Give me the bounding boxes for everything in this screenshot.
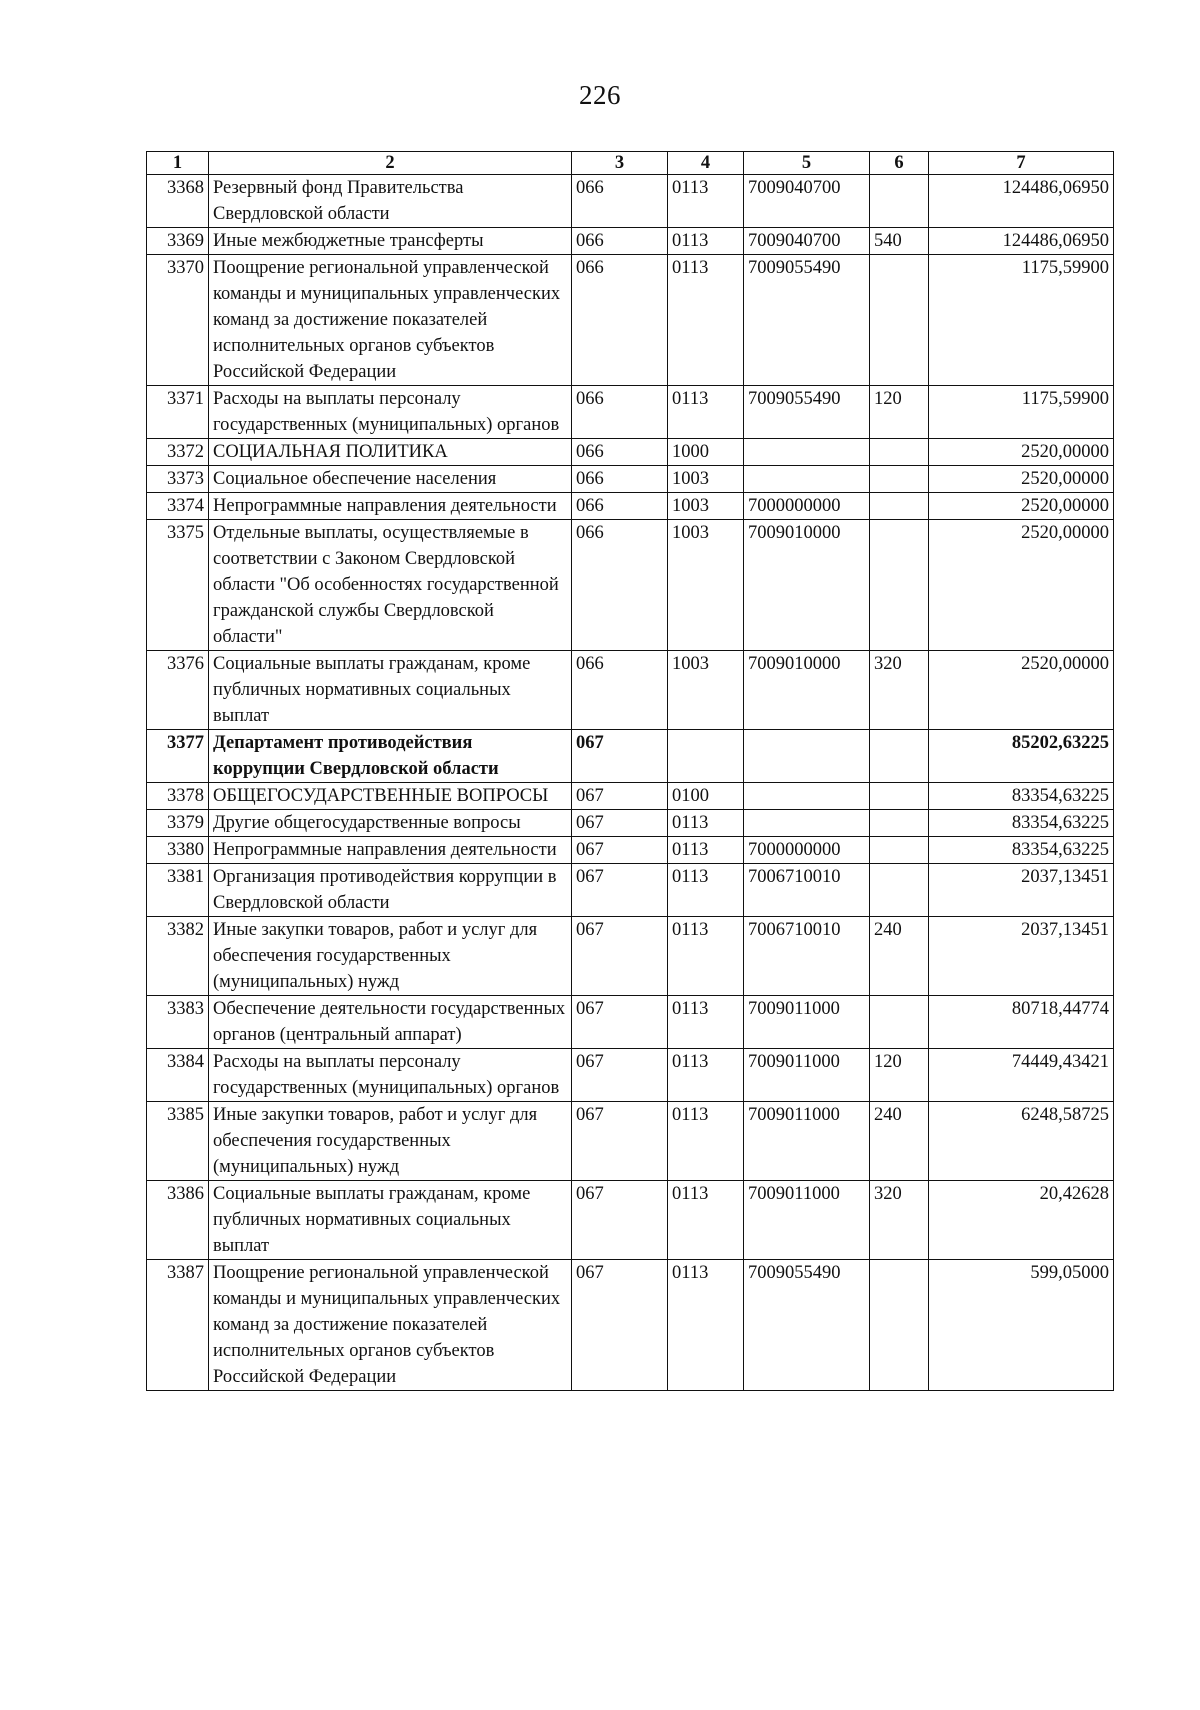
- amount: 85202,63225: [929, 730, 1114, 783]
- department-code: 066: [572, 228, 668, 255]
- header-col-7: 7: [929, 152, 1114, 175]
- table-row: [147, 864, 1114, 917]
- table-row: [147, 493, 1114, 520]
- section-code: 1003: [668, 651, 744, 730]
- table-row: [147, 228, 1114, 255]
- target-article-code: [744, 439, 870, 466]
- amount: 20,42628: [929, 1181, 1114, 1260]
- target-article-code: 7000000000: [744, 493, 870, 520]
- table-row: [147, 837, 1114, 864]
- page-number: 226: [579, 80, 621, 110]
- amount: 124486,06950: [929, 228, 1114, 255]
- section-code: 1003: [668, 520, 744, 651]
- expense-name: СОЦИАЛЬНАЯ ПОЛИТИКА: [209, 439, 572, 466]
- expense-type-code: 240: [870, 917, 929, 996]
- amount: 1175,59900: [929, 386, 1114, 439]
- row-number: 3380: [147, 837, 209, 864]
- row-number: 3374: [147, 493, 209, 520]
- amount: 2520,00000: [929, 520, 1114, 651]
- amount: 83354,63225: [929, 810, 1114, 837]
- expense-type-code: 320: [870, 651, 929, 730]
- expense-name: Другие общегосударственные вопросы: [209, 810, 572, 837]
- expense-name: Иные закупки товаров, работ и услуг для обеспечения государственных (муниципальных) нужд: [209, 917, 572, 996]
- target-article-code: 7009055490: [744, 386, 870, 439]
- expense-name: Иные закупки товаров, работ и услуг для обеспечения государственных (муниципальных) нужд: [209, 1102, 572, 1181]
- row-number: 3382: [147, 917, 209, 996]
- section-code: 1003: [668, 493, 744, 520]
- section-code: [668, 730, 744, 783]
- expense-name: Иные межбюджетные трансферты: [209, 228, 572, 255]
- expense-type-code: [870, 864, 929, 917]
- expense-type-code: [870, 175, 929, 228]
- row-number: 3381: [147, 864, 209, 917]
- row-number: 3370: [147, 255, 209, 386]
- row-number: 3369: [147, 228, 209, 255]
- expense-type-code: [870, 1260, 929, 1391]
- expense-type-code: [870, 783, 929, 810]
- expense-type-code: 540: [870, 228, 929, 255]
- department-code: 067: [572, 783, 668, 810]
- expense-type-code: [870, 996, 929, 1049]
- section-code: 0113: [668, 1049, 744, 1102]
- expense-name: Резервный фонд Правительства Свердловской области: [209, 175, 572, 228]
- table-row: [147, 520, 1114, 651]
- expense-type-code: [870, 520, 929, 651]
- department-code: 067: [572, 864, 668, 917]
- target-article-code: [744, 783, 870, 810]
- section-code: 0113: [668, 1260, 744, 1391]
- amount: 74449,43421: [929, 1049, 1114, 1102]
- expense-name: Расходы на выплаты персоналу государственных (муниципальных) органов: [209, 1049, 572, 1102]
- row-number: 3371: [147, 386, 209, 439]
- section-code: 0113: [668, 228, 744, 255]
- department-code: 066: [572, 255, 668, 386]
- expense-type-code: [870, 466, 929, 493]
- amount: 6248,58725: [929, 1102, 1114, 1181]
- section-code: 1003: [668, 466, 744, 493]
- header-col-2: 2: [209, 152, 572, 175]
- expense-name: Отдельные выплаты, осуществляемые в соответствии с Законом Свердловской области "Об особенностях государственной гражданской службы Свердловской области": [209, 520, 572, 651]
- section-code: 0113: [668, 810, 744, 837]
- amount: 1175,59900: [929, 255, 1114, 386]
- target-article-code: 7000000000: [744, 837, 870, 864]
- section-code: 0113: [668, 864, 744, 917]
- row-number: 3375: [147, 520, 209, 651]
- section-code: 0113: [668, 386, 744, 439]
- budget-table: [146, 151, 1114, 1391]
- amount: 2520,00000: [929, 466, 1114, 493]
- expense-name: Поощрение региональной управленческой команды и муниципальных управленческих команд за достижение показателей исполнительных органов субъектов Российской Федерации: [209, 1260, 572, 1391]
- row-number: 3386: [147, 1181, 209, 1260]
- department-code: 067: [572, 917, 668, 996]
- expense-name: Социальное обеспечение населения: [209, 466, 572, 493]
- expense-name: Непрограммные направления деятельности: [209, 837, 572, 864]
- table-row: [147, 1181, 1114, 1260]
- target-article-code: 7009040700: [744, 228, 870, 255]
- department-code: 067: [572, 1181, 668, 1260]
- table-row: [147, 810, 1114, 837]
- amount: 2520,00000: [929, 493, 1114, 520]
- amount: 83354,63225: [929, 783, 1114, 810]
- row-number: 3376: [147, 651, 209, 730]
- expense-type-code: 120: [870, 386, 929, 439]
- target-article-code: 7009011000: [744, 996, 870, 1049]
- section-code: 0100: [668, 783, 744, 810]
- target-article-code: 7009010000: [744, 651, 870, 730]
- department-code: 066: [572, 520, 668, 651]
- expense-type-code: [870, 837, 929, 864]
- table-row: [147, 1049, 1114, 1102]
- section-code: 0113: [668, 996, 744, 1049]
- section-code: 0113: [668, 1181, 744, 1260]
- expense-type-code: 120: [870, 1049, 929, 1102]
- section-code: 0113: [668, 917, 744, 996]
- expense-name: Обеспечение деятельности государственных органов (центральный аппарат): [209, 996, 572, 1049]
- department-code: 067: [572, 730, 668, 783]
- table-row: [147, 175, 1114, 228]
- table-row: [147, 386, 1114, 439]
- table-row: [147, 439, 1114, 466]
- header-col-6: 6: [870, 152, 929, 175]
- expense-name: Непрограммные направления деятельности: [209, 493, 572, 520]
- department-code: 066: [572, 493, 668, 520]
- table-body: [147, 175, 1114, 1391]
- section-code: 0113: [668, 1102, 744, 1181]
- expense-name: Поощрение региональной управленческой команды и муниципальных управленческих команд за достижение показателей исполнительных органов субъектов Российской Федерации: [209, 255, 572, 386]
- row-number: 3378: [147, 783, 209, 810]
- target-article-code: 7009011000: [744, 1102, 870, 1181]
- table-row: [147, 783, 1114, 810]
- row-number: 3384: [147, 1049, 209, 1102]
- department-code: 066: [572, 466, 668, 493]
- row-number: 3383: [147, 996, 209, 1049]
- target-article-code: 7009055490: [744, 255, 870, 386]
- row-number: 3377: [147, 730, 209, 783]
- amount: 124486,06950: [929, 175, 1114, 228]
- amount: 2037,13451: [929, 917, 1114, 996]
- target-article-code: 7009010000: [744, 520, 870, 651]
- table-row: [147, 255, 1114, 386]
- department-code: 067: [572, 1260, 668, 1391]
- amount: 2520,00000: [929, 651, 1114, 730]
- department-code: 067: [572, 1102, 668, 1181]
- target-article-code: 7006710010: [744, 864, 870, 917]
- target-article-code: 7009040700: [744, 175, 870, 228]
- department-code: 067: [572, 1049, 668, 1102]
- table-row: [147, 996, 1114, 1049]
- department-code: 067: [572, 837, 668, 864]
- amount: 2037,13451: [929, 864, 1114, 917]
- department-code: 066: [572, 439, 668, 466]
- header-col-3: 3: [572, 152, 668, 175]
- table-row: [147, 1260, 1114, 1391]
- header-col-4: 4: [668, 152, 744, 175]
- department-code: 067: [572, 996, 668, 1049]
- expense-type-code: [870, 730, 929, 783]
- target-article-code: [744, 730, 870, 783]
- section-code: 0113: [668, 837, 744, 864]
- row-number: 3385: [147, 1102, 209, 1181]
- expense-type-code: [870, 439, 929, 466]
- expense-type-code: [870, 255, 929, 386]
- expense-name: ОБЩЕГОСУДАРСТВЕННЫЕ ВОПРОСЫ: [209, 783, 572, 810]
- department-code: 067: [572, 810, 668, 837]
- amount: 80718,44774: [929, 996, 1114, 1049]
- table-row: [147, 730, 1114, 783]
- table-row: [147, 1102, 1114, 1181]
- expense-name: Департамент противодействия коррупции Свердловской области: [209, 730, 572, 783]
- section-code: 1000: [668, 439, 744, 466]
- expense-type-code: [870, 493, 929, 520]
- expense-type-code: 240: [870, 1102, 929, 1181]
- expense-type-code: [870, 810, 929, 837]
- expense-name: Расходы на выплаты персоналу государственных (муниципальных) органов: [209, 386, 572, 439]
- row-number: 3368: [147, 175, 209, 228]
- header-col-5: 5: [744, 152, 870, 175]
- department-code: 066: [572, 651, 668, 730]
- amount: 83354,63225: [929, 837, 1114, 864]
- target-article-code: [744, 810, 870, 837]
- header-row: [147, 152, 1114, 175]
- section-code: 0113: [668, 175, 744, 228]
- row-number: 3372: [147, 439, 209, 466]
- header-col-1: 1: [147, 152, 209, 175]
- amount: 2520,00000: [929, 439, 1114, 466]
- table-row: [147, 917, 1114, 996]
- expense-name: Социальные выплаты гражданам, кроме публичных нормативных социальных выплат: [209, 651, 572, 730]
- target-article-code: 7006710010: [744, 917, 870, 996]
- expense-name: Организация противодействия коррупции в Свердловской области: [209, 864, 572, 917]
- department-code: 066: [572, 386, 668, 439]
- table-row: [147, 651, 1114, 730]
- row-number: 3373: [147, 466, 209, 493]
- row-number: 3379: [147, 810, 209, 837]
- target-article-code: 7009011000: [744, 1181, 870, 1260]
- amount: 599,05000: [929, 1260, 1114, 1391]
- target-article-code: [744, 466, 870, 493]
- row-number: 3387: [147, 1260, 209, 1391]
- target-article-code: 7009055490: [744, 1260, 870, 1391]
- section-code: 0113: [668, 255, 744, 386]
- target-article-code: 7009011000: [744, 1049, 870, 1102]
- department-code: 066: [572, 175, 668, 228]
- expense-name: Социальные выплаты гражданам, кроме публичных нормативных социальных выплат: [209, 1181, 572, 1260]
- expense-type-code: 320: [870, 1181, 929, 1260]
- table-row: [147, 466, 1114, 493]
